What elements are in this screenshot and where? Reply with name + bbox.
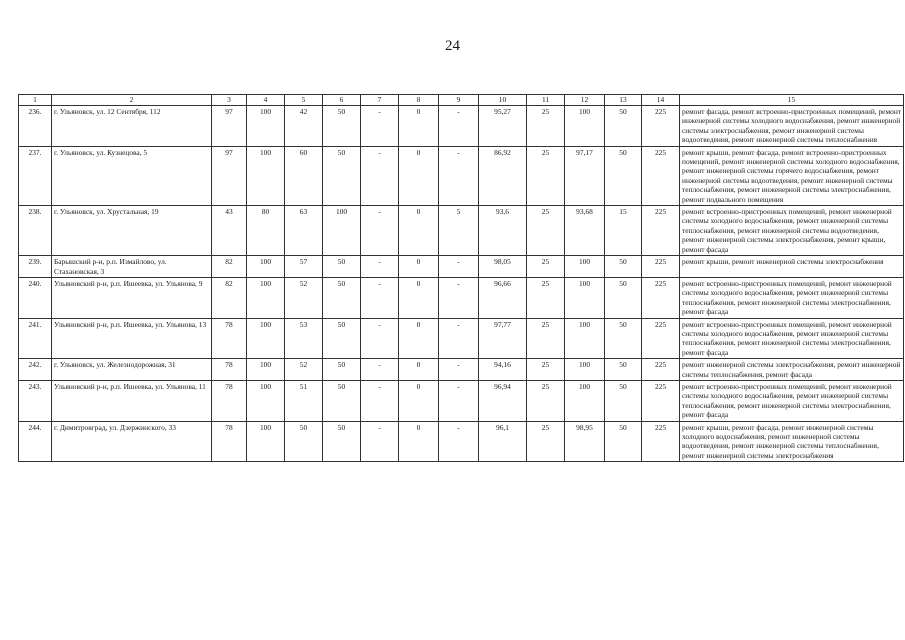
value-cell: 94,16: [479, 359, 527, 381]
value-cell: -: [361, 206, 399, 256]
value-cell: 80: [247, 206, 285, 256]
works-cell: ремонт встроенно-пристроенных помещений, ремонт инженерной системы холодного водоснабжения, ремонт инженерной системы теплоснабжения, ремонт инженерной системы электроснабжения, ремонт фасада: [680, 380, 904, 421]
table-row: [19, 256, 904, 278]
address-cell: Ульяновский р-н, р.п. Ишеевка, ул. Ульянова, 11: [52, 380, 212, 421]
value-cell: -: [439, 256, 479, 278]
value-cell: 25: [527, 318, 565, 359]
value-cell: 51: [285, 380, 323, 421]
table-row: [19, 146, 904, 205]
value-cell: -: [361, 359, 399, 381]
value-cell: -: [361, 106, 399, 147]
value-cell: -: [361, 256, 399, 278]
column-header-2: 2: [52, 95, 212, 106]
value-cell: 50: [323, 256, 361, 278]
works-cell: ремонт фасада, ремонт встроенно-пристроенных помещений, ремонт инженерной системы холодного водоснабжения, ремонт инженерной системы электроснабжения, ремонт инженерной системы водоотведения, ремонт инженерной системы теплоснабжения: [680, 106, 904, 147]
value-cell: 42: [285, 106, 323, 147]
works-cell: ремонт крыши, ремонт инженерной системы электроснабжения: [680, 256, 904, 278]
value-cell: 225: [642, 206, 680, 256]
value-cell: 97,77: [479, 318, 527, 359]
address-cell: г. Ульяновск, ул. 12 Сентября, 112: [52, 106, 212, 147]
value-cell: 50: [323, 359, 361, 381]
value-cell: 63: [285, 206, 323, 256]
value-cell: 0: [399, 106, 439, 147]
table-row: [19, 206, 904, 256]
column-header-4: 4: [247, 95, 285, 106]
value-cell: 0: [399, 359, 439, 381]
row-number: 244.: [19, 421, 52, 462]
row-number: 240.: [19, 277, 52, 318]
row-number: 238.: [19, 206, 52, 256]
value-cell: -: [439, 318, 479, 359]
value-cell: 25: [527, 421, 565, 462]
value-cell: 225: [642, 146, 680, 205]
value-cell: 100: [247, 359, 285, 381]
works-cell: ремонт встроенно-пристроенных помещений, ремонт инженерной системы холодного водоснабжения, ремонт инженерной системы теплоснабжения, ремонт инженерной системы водоотведения, ремонт инженерной системы электроснабжения, ремонт крыши, ремонт фасада: [680, 206, 904, 256]
works-cell: ремонт крыши, ремонт фасада, ремонт инженерной системы холодного водоснабжения, ремонт инженерной системы водоотведения, ремонт инженерной системы теплоснабжения, ремонт инженерной системы электроснабжения: [680, 421, 904, 462]
value-cell: 15: [605, 206, 642, 256]
value-cell: 225: [642, 359, 680, 381]
column-header-9: 9: [439, 95, 479, 106]
value-cell: 100: [565, 256, 605, 278]
value-cell: -: [361, 318, 399, 359]
value-cell: 50: [323, 146, 361, 205]
header-row: [19, 95, 904, 106]
column-header-7: 7: [361, 95, 399, 106]
value-cell: 25: [527, 380, 565, 421]
value-cell: 100: [565, 318, 605, 359]
row-number: 239.: [19, 256, 52, 278]
value-cell: 0: [399, 206, 439, 256]
column-header-13: 13: [605, 95, 642, 106]
row-number: 241.: [19, 318, 52, 359]
value-cell: 25: [527, 359, 565, 381]
value-cell: 0: [399, 256, 439, 278]
value-cell: -: [361, 380, 399, 421]
works-cell: ремонт инженерной системы электроснабжения, ремонт инженерной системы теплоснабжения, ремонт фасада: [680, 359, 904, 381]
value-cell: 50: [605, 277, 642, 318]
address-cell: Ульяновский р-н, р.п. Ишеевка, ул. Ульянова, 13: [52, 318, 212, 359]
works-cell: ремонт крыши, ремонт фасада, ремонт встроенно-пристроенных помещений, ремонт инженерной системы холодного водоснабжения, ремонт инженерной системы горячего водоснабжения, ремонт инженерной системы водоотведения, ремонт инженерной системы теплоснабжения, ремонт инженерной системы электроснабжения, ремонт подвального помещения: [680, 146, 904, 205]
column-header-6: 6: [323, 95, 361, 106]
value-cell: 225: [642, 277, 680, 318]
value-cell: 0: [399, 380, 439, 421]
value-cell: 98,95: [565, 421, 605, 462]
value-cell: 93,6: [479, 206, 527, 256]
registry-table: [18, 94, 904, 462]
value-cell: 100: [247, 106, 285, 147]
column-header-14: 14: [642, 95, 680, 106]
value-cell: 50: [605, 318, 642, 359]
value-cell: 86,92: [479, 146, 527, 205]
value-cell: 100: [247, 318, 285, 359]
value-cell: 96,1: [479, 421, 527, 462]
value-cell: 78: [212, 380, 247, 421]
value-cell: 78: [212, 421, 247, 462]
value-cell: 50: [605, 359, 642, 381]
value-cell: 60: [285, 146, 323, 205]
value-cell: 0: [399, 146, 439, 205]
value-cell: 50: [323, 380, 361, 421]
value-cell: 78: [212, 359, 247, 381]
value-cell: 95,27: [479, 106, 527, 147]
value-cell: 50: [605, 106, 642, 147]
row-number: 242.: [19, 359, 52, 381]
table-header: [19, 95, 904, 106]
value-cell: 100: [247, 146, 285, 205]
value-cell: 225: [642, 380, 680, 421]
value-cell: -: [361, 421, 399, 462]
value-cell: -: [439, 277, 479, 318]
table-row: [19, 359, 904, 381]
value-cell: -: [361, 277, 399, 318]
value-cell: -: [439, 421, 479, 462]
value-cell: 50: [323, 277, 361, 318]
value-cell: 25: [527, 106, 565, 147]
value-cell: 100: [247, 277, 285, 318]
value-cell: -: [361, 146, 399, 205]
column-header-3: 3: [212, 95, 247, 106]
table-row: [19, 380, 904, 421]
value-cell: 225: [642, 256, 680, 278]
works-cell: ремонт встроенно-пристроенных помещений, ремонт инженерной системы холодного водоснабжения, ремонт инженерной системы теплоснабжения, ремонт инженерной системы электроснабжения, ремонт фасада: [680, 277, 904, 318]
address-cell: Барышский р-н, р.п. Измайлово, ул. Стахановская, 3: [52, 256, 212, 278]
value-cell: 50: [285, 421, 323, 462]
value-cell: 96,94: [479, 380, 527, 421]
value-cell: 50: [605, 380, 642, 421]
value-cell: -: [439, 359, 479, 381]
value-cell: 57: [285, 256, 323, 278]
value-cell: -: [439, 106, 479, 147]
address-cell: г. Ульяновск, ул. Хрустальная, 19: [52, 206, 212, 256]
value-cell: 98,05: [479, 256, 527, 278]
value-cell: 25: [527, 206, 565, 256]
value-cell: 225: [642, 106, 680, 147]
value-cell: 50: [323, 106, 361, 147]
value-cell: 50: [323, 421, 361, 462]
value-cell: 5: [439, 206, 479, 256]
works-cell: ремонт встроенно-пристроенных помещений, ремонт инженерной системы холодного водоснабжения, ремонт инженерной системы теплоснабжения, ремонт инженерной системы электроснабжения, ремонт фасада: [680, 318, 904, 359]
column-header-10: 10: [479, 95, 527, 106]
value-cell: 50: [323, 318, 361, 359]
value-cell: 100: [565, 380, 605, 421]
value-cell: 82: [212, 256, 247, 278]
column-header-11: 11: [527, 95, 565, 106]
row-number: 236.: [19, 106, 52, 147]
value-cell: 100: [247, 380, 285, 421]
value-cell: 82: [212, 277, 247, 318]
column-header-1: 1: [19, 95, 52, 106]
value-cell: 52: [285, 359, 323, 381]
table-row: [19, 277, 904, 318]
value-cell: 100: [323, 206, 361, 256]
value-cell: 0: [399, 318, 439, 359]
value-cell: 100: [565, 359, 605, 381]
table-row: [19, 421, 904, 462]
value-cell: 100: [565, 277, 605, 318]
column-header-8: 8: [399, 95, 439, 106]
value-cell: 97: [212, 146, 247, 205]
value-cell: 225: [642, 318, 680, 359]
value-cell: 25: [527, 256, 565, 278]
page-number: 24: [445, 38, 460, 54]
row-number: 237.: [19, 146, 52, 205]
value-cell: 225: [642, 421, 680, 462]
value-cell: 43: [212, 206, 247, 256]
value-cell: 52: [285, 277, 323, 318]
table-row: [19, 318, 904, 359]
value-cell: 97: [212, 106, 247, 147]
value-cell: 96,66: [479, 277, 527, 318]
table-row: [19, 106, 904, 147]
column-header-15: 15: [680, 95, 904, 106]
column-header-5: 5: [285, 95, 323, 106]
value-cell: 50: [605, 421, 642, 462]
address-cell: г. Ульяновск, ул. Железнодорожная, 31: [52, 359, 212, 381]
value-cell: 100: [247, 256, 285, 278]
value-cell: 0: [399, 277, 439, 318]
value-cell: 25: [527, 277, 565, 318]
value-cell: 100: [247, 421, 285, 462]
value-cell: 100: [565, 106, 605, 147]
value-cell: 0: [399, 421, 439, 462]
table-body: [19, 106, 904, 462]
value-cell: -: [439, 380, 479, 421]
address-cell: г. Димитровград, ул. Дзержинского, 33: [52, 421, 212, 462]
value-cell: 25: [527, 146, 565, 205]
value-cell: 50: [605, 256, 642, 278]
value-cell: 53: [285, 318, 323, 359]
value-cell: 50: [605, 146, 642, 205]
value-cell: 78: [212, 318, 247, 359]
value-cell: 97,17: [565, 146, 605, 205]
address-cell: г. Ульяновск, ул. Кузнецова, 5: [52, 146, 212, 205]
address-cell: Ульяновский р-н, р.п. Ишеевка, ул. Ульянова, 9: [52, 277, 212, 318]
row-number: 243.: [19, 380, 52, 421]
column-header-12: 12: [565, 95, 605, 106]
value-cell: -: [439, 146, 479, 205]
value-cell: 93,68: [565, 206, 605, 256]
